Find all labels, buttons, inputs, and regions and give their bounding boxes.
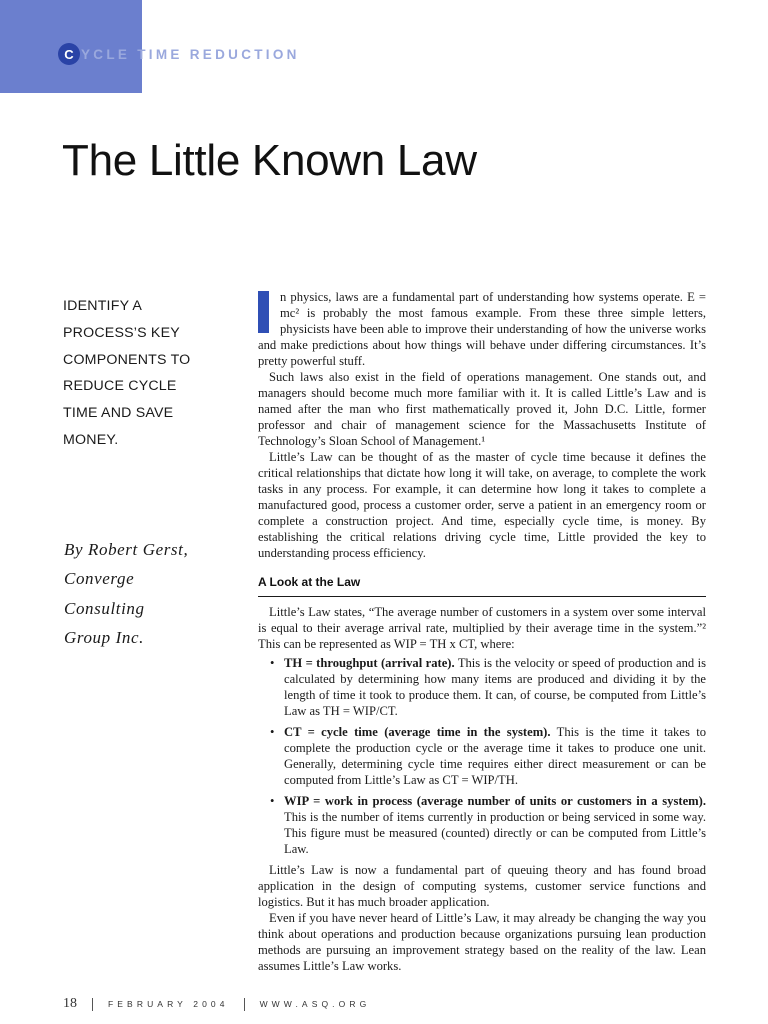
issue-date: FEBRUARY 2004 bbox=[108, 999, 229, 1009]
section-header bbox=[58, 43, 300, 65]
body-paragraph-1 bbox=[258, 289, 706, 369]
article-deck bbox=[63, 293, 233, 454]
section-subhead: A Look at the Law bbox=[258, 575, 706, 597]
definition-term: CT = cycle time (average time in the system). bbox=[284, 725, 551, 739]
deck-line: PROCESS’S KEY bbox=[63, 324, 180, 341]
byline-line: Group Inc. bbox=[64, 627, 144, 647]
article-body bbox=[258, 289, 706, 974]
body-paragraph-2: Such laws also exist in the field of operations management. One stands out, and managers should become much more familiar with it. It is called Little’s Law and is named after the man who first mathematically proved it, John D.C. Little, former professor and chair of management science for the Massachusetts Institute of Technology’s Sloan School of Management.¹ bbox=[258, 370, 706, 448]
definition-item-th bbox=[258, 655, 706, 719]
definition-item-ct bbox=[258, 724, 706, 788]
body-paragraph-4: Little’s Law states, “The average number of customers in a system over some interval is equal to their average arrival rate, multiplied by their average time in the system.”² This can be represented as WIP = TH x CT, where: bbox=[258, 605, 706, 651]
definition-term: WIP = work in process (average number of units or customers in a system). bbox=[284, 794, 706, 808]
definition-text: This is the time it takes to complete the production cycle or the average time it takes to produce one unit. Generally, determining cycle time requires either direct measurement or can be computed from Little’s Law as CT = WIP/TH. bbox=[284, 725, 706, 787]
deck-line: MONEY. bbox=[63, 431, 119, 448]
drop-cap-initial bbox=[258, 291, 269, 333]
body-paragraph-6: Even if you have never heard of Little’s Law, it may already be changing the way you think about operations and production because organizations pursuing lean production methods are pursuing an improvement strategy based on the reality of the law. Lean assumes Little’s Law works. bbox=[258, 911, 706, 973]
definition-text: This is the number of items currently in production or being serviced in some way. This figure must be measured (counted) directly or can be computed from Little’s Law. bbox=[284, 810, 706, 856]
deck-line: COMPONENTS TO bbox=[63, 351, 191, 368]
deck-line: IDENTIFY A bbox=[63, 298, 142, 314]
deck-line: TIME AND SAVE bbox=[63, 405, 174, 422]
article-title: The Little Known Law bbox=[62, 136, 477, 185]
byline-line: Converge bbox=[64, 569, 135, 589]
body-paragraph-3: Little’s Law can be thought of as the master of cycle time because it defines the critical relationships that dictate how long it will take, on average, to complete the work tasks in any process. For example, it can determine how long it takes to complete a manufactured good, process a customer order, serve a patient in an emergency room or complete a construction project. And time, especially cycle time, is money. By establishing the critical relations driving cycle time, Little provided the key to understanding process efficiency. bbox=[258, 450, 706, 560]
definition-item-wip bbox=[258, 793, 706, 857]
page-footer bbox=[63, 995, 370, 1013]
section-label: YCLE TIME REDUCTION bbox=[81, 46, 300, 62]
page-number: 18 bbox=[63, 996, 77, 1011]
footer-divider bbox=[92, 998, 93, 1011]
deck-line: REDUCE CYCLE bbox=[63, 378, 177, 395]
section-initial-badge: C bbox=[58, 43, 80, 65]
author-byline bbox=[64, 535, 244, 652]
definition-term: TH = throughput (arrival rate). bbox=[284, 656, 455, 670]
byline-line: Consulting bbox=[64, 598, 145, 618]
footer-divider bbox=[244, 998, 245, 1011]
body-paragraph-5: Little’s Law is now a fundamental part of queuing theory and has found broad application in the design of computing systems, customer service functions and logistics. But it has much broader application. bbox=[258, 863, 706, 909]
definition-text: This is the velocity or speed of production and is calculated by determining how many items are produced and dividing it by the length of time it took to produce them. It can, of course, be computed from Little’s Law as TH = WIP/CT. bbox=[284, 656, 706, 718]
paragraph-text: n physics, laws are a fundamental part of understanding how systems operate. E = mc² is probably the most famous example. From these three simple letters, physicists have been able to improve their understanding of how the universe works and make predictions about how things will behave under differing circumstances. It’s pretty powerful stuff. bbox=[258, 290, 706, 368]
byline-line: By Robert Gerst, bbox=[64, 540, 189, 559]
definition-list bbox=[258, 655, 706, 857]
website-link[interactable]: WWW.ASQ.ORG bbox=[259, 999, 371, 1009]
